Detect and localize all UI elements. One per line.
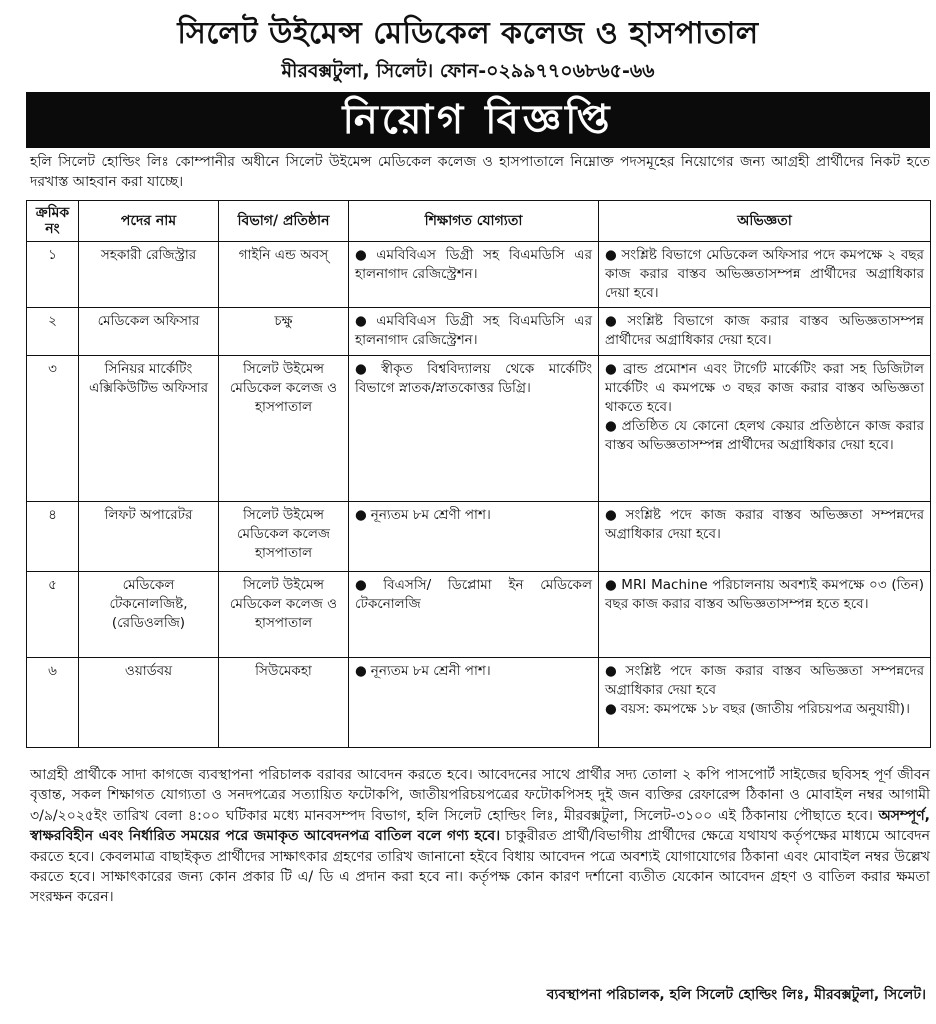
row-department: সিলেট উইমেন্স মেডিকেল কলেজ ও হাসপাতাল [219, 572, 349, 658]
bullet-icon: ● [605, 701, 617, 717]
col-header-experience: অভিজ্ঞতা [599, 201, 931, 242]
bullet-icon: ● [605, 507, 622, 523]
row-education [349, 572, 599, 658]
education-text: নূন্যতম ৮ম শ্রেনী পাশ। [370, 663, 491, 679]
experience-text: সংশ্লিষ্ট পদে কাজ করার বাস্তব অভিজ্ঞতা সম্পন্নদের অগ্রাধিকার দেয়া হবে [605, 663, 925, 698]
table-header-row [27, 201, 931, 242]
bullet-icon: ● [355, 361, 378, 377]
education-text: এমবিবিএস ডিগ্রী সহ বিএমডিসি এর হালনাগাদ রেজিস্ট্রেশন। [355, 247, 593, 282]
row-experience [599, 658, 931, 748]
bullet-icon: ● [355, 663, 367, 679]
instructions-text: আগ্রহী প্রার্থীকে সাদা কাগজে ব্যবস্থাপনা পরিচালক বরাবর আবেদন করতে হবে। আবেদনের সাথে প্রার্থীর সদ্য তোলা ২ কপি পাসপোর্ট সাইজের ছবিসহ পূর্ণ জীবন বৃত্তান্ত, সকল শিক্ষাগত যোগ্যতা ও সনদপত্রের সত্যায়িত ফটোকপি, জাতীয়পরিচয়পত্রের ফটোকপিসহ দুই জন ব্যক্তির রেফারেন্স ঠিকানা ও মোবাইল নম্বর আগামী ৩/৯/২০২৫ইং তারিখ বেলা ৪:০০ ঘটিকার মধ্যে মানবসম্পদ বিভাগ, হলি সিলেট হোল্ডিং লিঃ, মীরবক্সটুলা, সিলেট-৩১০০ এই ঠিকানায় পৌছাতে হবে। [30, 767, 930, 824]
table-row [27, 572, 931, 658]
col-header-department: বিভাগ/ প্রতিষ্ঠান [219, 201, 349, 242]
row-serial: ২ [27, 308, 79, 356]
row-post: মেডিকেল অফিসার [79, 308, 219, 356]
experience-text: সংশ্লিষ্ট পদে কাজ করার বাস্তব অভিজ্ঞতা সম্পন্নদের অগ্রাধিকার দেয়া হবে। [605, 507, 925, 542]
table-row [27, 308, 931, 356]
bullet-icon: ● [355, 577, 380, 593]
bullet-icon: ● [605, 663, 622, 679]
intro-paragraph: হলি সিলেট হোল্ডিং লিঃ কোম্পানীর অধীনে সিলেট উইমেন্স মেডিকেল কলেজ ও হাসপাতালে নিম্নোক্ত পদসমূহের নিয়োগের জন্য আগ্রহী প্রার্থীদের নিকট হতে দরখাস্ত আহবান করা যাচ্ছে। [30, 154, 930, 190]
row-department: গাইনি এন্ড অবস্ [219, 242, 349, 308]
row-experience [599, 356, 931, 502]
row-serial: ৬ [27, 658, 79, 748]
education-text: বিএসসি/ ডিপ্লোমা ইন মেডিকেল টেকনোলজি [355, 577, 593, 612]
table-row [27, 356, 931, 502]
row-post: সিনিয়র মার্কেটিং এক্সিকিউটিভ অফিসার [79, 356, 219, 502]
bullet-icon: ● [605, 361, 620, 377]
row-experience [599, 308, 931, 356]
row-education [349, 308, 599, 356]
row-department: চক্ষু [219, 308, 349, 356]
bullet-icon: ● [355, 507, 367, 523]
rejection-warning: অসম্পূর্ণ, স্বাক্ষরবিহীন এবং নির্ধারিত সময়ের পরে জমাকৃত আবেদনপত্র বাতিল বলে গণ্য হবে। [30, 807, 930, 845]
experience-text: বয়স: কমপক্ষে ১৮ বছর (জাতীয় পরিচয়পত্র অনুযায়ী)। [620, 701, 910, 717]
col-header-serial: ক্রমিক নং [27, 201, 79, 242]
row-department: সিউমেকহা [219, 658, 349, 748]
row-department: সিলেট উইমেন্স মেডিকেল কলেজ হাসপাতাল [219, 502, 349, 572]
education-text: স্বীকৃত বিশ্ববিদ্যালয় থেকে মার্কেটিং বিভাগে স্নাতক/স্নাতকোত্তর ডিগ্রি। [355, 361, 592, 396]
table-row [27, 242, 931, 308]
vacancy-table [26, 200, 931, 748]
col-header-education: শিক্ষাগত যোগ্যতা [349, 201, 599, 242]
row-education [349, 658, 599, 748]
row-serial: ৩ [27, 356, 79, 502]
experience-text: প্রতিষ্ঠিত যে কোনো হেলথ কেয়ার প্রতিষ্ঠানে কাজ করার বাস্তব অভিজ্ঞতাসম্পন্ন প্রার্থীদের অগ্রাধিকার দেয়া হবে। [605, 418, 924, 453]
row-education [349, 242, 599, 308]
row-serial: ৫ [27, 572, 79, 658]
bullet-icon: ● [355, 247, 373, 263]
bullet-icon: ● [605, 313, 624, 329]
organization-name: সিলেট উইমেন্স মেডিকেল কলেজ ও হাসপাতাল [177, 16, 759, 51]
title-banner: নিয়োগ বিজ্ঞপ্তি [26, 92, 930, 148]
instructions-text-continued: চাকুরীরত প্রার্থী/বিভাগীয় প্রার্থীদের ক্ষেত্রে যথাযথ কর্তৃপক্ষের মাধ্যমে আবেদন করতে হবে। কেবলমাত্র বাছাইকৃত প্রার্থীদের সাক্ষাৎকার গ্রহণের তারিখ জানানো হইবে বিধায় আবেদন পত্রে অবশ্যই যোগাযোগের ঠিকানা এবং মোবাইল নম্বর উল্লেখ করতে হবে। সাক্ষাৎকারের জন্য কোন প্রকার টি এ/ ডি এ প্রদান করা হবে না। কর্তৃপক্ষ কোন কারণ দর্শানো ব্যতীত যেকোন আবেদন গ্রহণ ও বাতিল করার ক্ষমতা সংরক্ষন করেন। [30, 828, 931, 906]
experience-text: সংশ্লিষ্ট বিভাগে মেডিকেল অফিসার পদে কমপক্ষে ২ বছর কাজ করার বাস্তব অভিজ্ঞতাসম্পন্ন প্রার্থীদের অগ্রাধিকার দেয়া হবে। [605, 247, 924, 301]
row-post: সহকারী রেজিস্ট্রার [79, 242, 219, 308]
bullet-icon: ● [605, 418, 618, 434]
row-post: লিফট অপারেটর [79, 502, 219, 572]
row-post: ওয়ার্ডবয় [79, 658, 219, 748]
row-serial: ১ [27, 242, 79, 308]
ad-header [0, 0, 936, 88]
bullet-icon: ● [605, 247, 618, 263]
table-row [27, 658, 931, 748]
row-experience [599, 242, 931, 308]
experience-text: ব্রান্ড প্রমোশন এবং টার্গেট মার্কেটিং করা সহ ডিজিটাল মার্কেটিং এ কমপক্ষে ৩ বছর কাজ করার বাস্তব অভিজ্ঞতা থাকতে হবে। [605, 361, 924, 415]
row-education [349, 502, 599, 572]
row-department: সিলেট উইমেন্স মেডিকেল কলেজ ও হাসপাতাল [219, 356, 349, 502]
row-experience [599, 572, 931, 658]
bullet-icon: ● [605, 577, 618, 593]
row-experience [599, 502, 931, 572]
application-instructions [30, 765, 930, 908]
row-education [349, 356, 599, 502]
experience-text: সংশ্লিষ্ট বিভাগে কাজ করার বাস্তব অভিজ্ঞতাসম্পন্ন প্রার্থীদের অগ্রাধিকার দেয়া হবে। [605, 313, 925, 348]
education-text: নূন্যতম ৮ম শ্রেণী পাশ। [370, 507, 491, 523]
education-text: এমবিবিএস ডিগ্রী সহ বিএমডিসি এর হালনাগাদ রেজিস্ট্রেশন। [355, 313, 593, 348]
signature-line: ব্যবস্থাপনা পরিচালক, হলি সিলেট হোল্ডিং লিঃ, মীরবক্সটুলা, সিলেট। [546, 987, 926, 1003]
table-row [27, 502, 931, 572]
row-serial: ৪ [27, 502, 79, 572]
col-header-post: পদের নাম [79, 201, 219, 242]
bullet-icon: ● [355, 313, 373, 329]
experience-text: MRI Machine পরিচালনায় অবশ্যই কমপক্ষে ০৩ (তিন) বছর কাজ করার বাস্তব অভিজ্ঞতাসম্পন্ন হতে হবে। [605, 577, 925, 612]
row-post: মেডিকেল টেকনোলজিষ্ট, (রেডিওলজি) [79, 572, 219, 658]
organization-address: মীরবক্সটুলা, সিলেট। ফোন-০২৯৯৭৭০৬৮৬৫-৬৬ [281, 60, 655, 82]
